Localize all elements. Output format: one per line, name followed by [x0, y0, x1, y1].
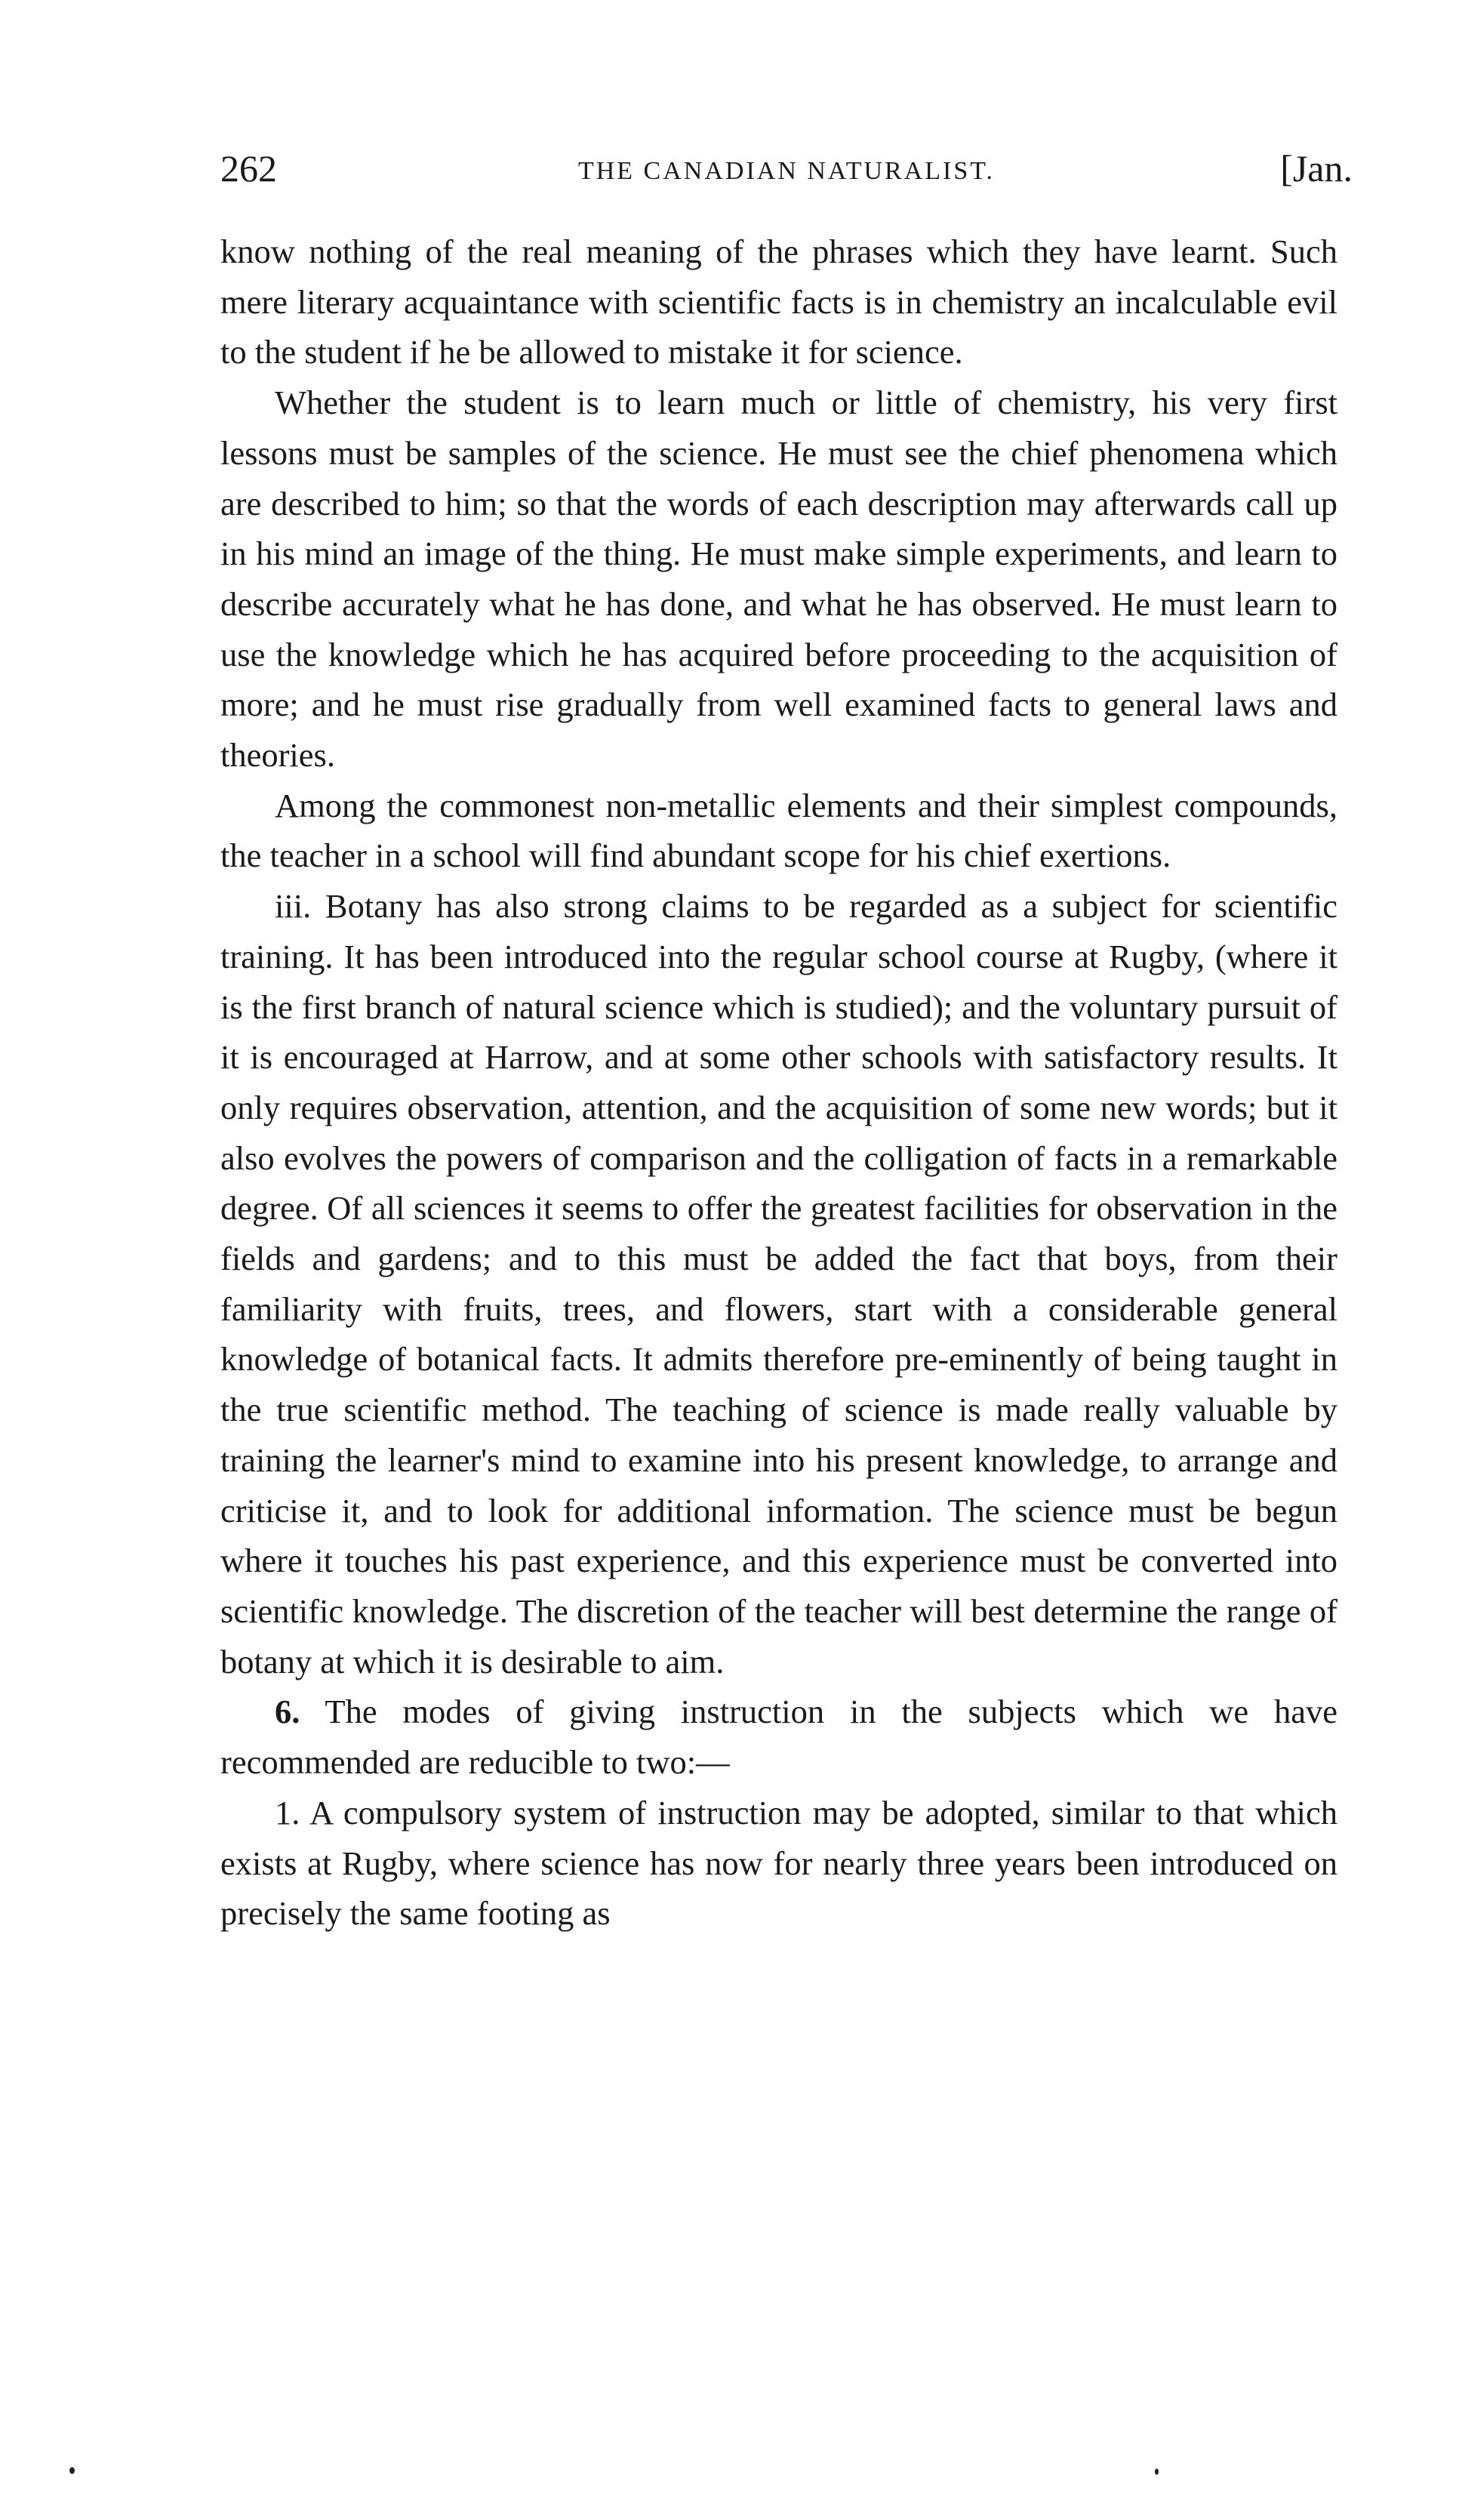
item-text: A compulsory system of instruction may be adopted, similar to that which exists at Rugby, where science has now for nearly three years been introduced on precisely the same footing as — [220, 1793, 1337, 1933]
running-head: THE CANADIAN NATURALIST. — [577, 157, 996, 185]
paragraph-6 — [220, 1788, 1337, 1939]
body-text — [220, 226, 1337, 1939]
page-header — [220, 142, 1353, 195]
paragraph-4: iii. Botany has also strong claims to be regarded as a subject for scientific training. It has been introduced into the regular school course at Rugby, (where it is the first branch of natural science which is studied); and the voluntary pursuit of it is encouraged at Harrow, and at some other schools with satisfactory results. It only requires observation, attention, and the acquisition of some new words; but it also evolves the powers of comparison and the colligation of facts in a remarkable degree. Of all sciences it seems to offer the greatest facilities for observation in the fields and gardens; and to this must be added the fact that boys, from their familiarity with fruits, trees, and flowers, start with a considerable general knowledge of botanical facts. It admits therefore pre-eminently of being taught in the true scientific method. The teaching of science is made really valuable by training the learner's mind to examine into his present knowledge, to arrange and criticise it, and to look for additional information. The science must be begun where it touches his past experience, and this experience must be converted into scientific knowledge. The discretion of the teacher will best determine the range of botany at which it is desirable to aim. — [220, 887, 1337, 1681]
paragraph-1: know nothing of the real meaning of the phrases which they have learnt. Such mere literary acquaintance with scientific facts is in chemistry an incalculable evil to the student if he be allowed to mistake it for science. — [220, 233, 1337, 371]
item-number: 1. — [275, 1793, 300, 1831]
section-number: 6. — [275, 1693, 300, 1731]
paragraph-2: Whether the student is to learn much or little of chemistry, his very first lessons must be samples of the science. He must see the chief phenomena which are described to him; so that the words of each description may afterwards call up in his mind an image of the thing. He must make simple experiments, and learn to describe accurately what he has done, and what he has observed. He must learn to use the knowledge which he has acquired before proceeding to the acquisition of more; and he must rise gradually from well examined facts to general laws and theories. — [220, 384, 1337, 775]
page-number: 262 — [220, 147, 277, 189]
paragraph-5 — [220, 1687, 1337, 1787]
scan-speck — [1155, 2469, 1159, 2475]
paragraph-3: Among the commonest non-metallic elements and their simplest compounds, the teacher in a school will find abundant scope for his chief exertions. — [220, 786, 1337, 875]
scan-speck — [69, 2467, 75, 2474]
section-text: The modes of giving instruction in the subjects which we have recommended are reducible to two:— — [220, 1693, 1337, 1782]
header-date: [Jan. — [1280, 147, 1353, 189]
